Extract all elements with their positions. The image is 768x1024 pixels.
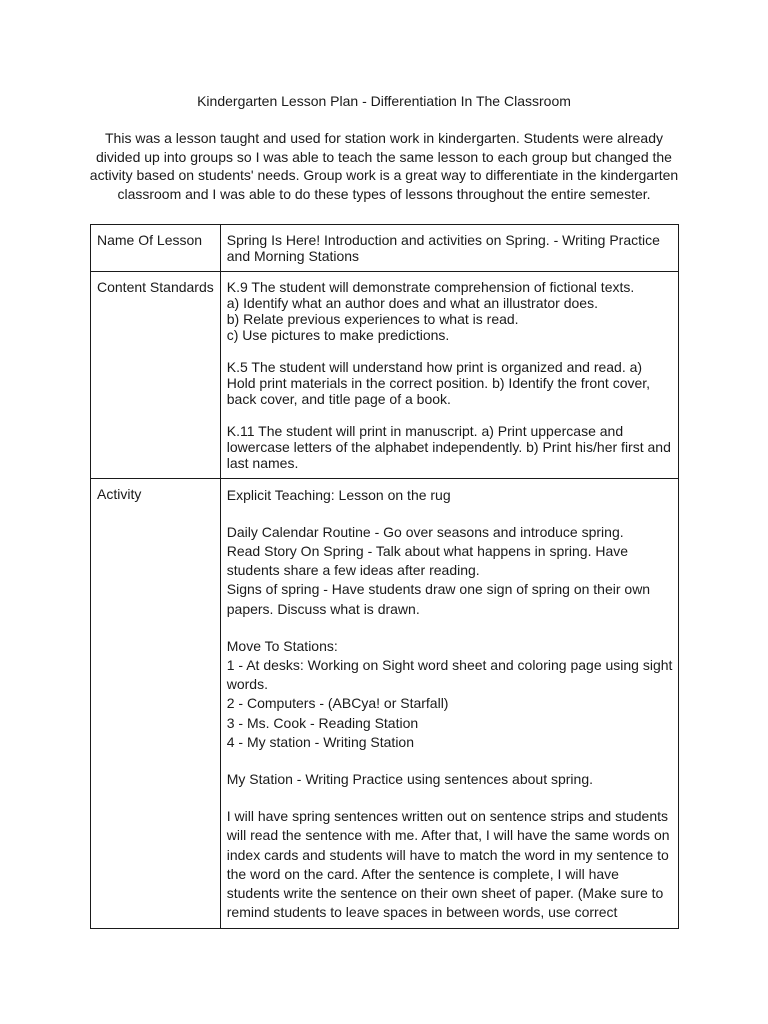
text-line: index cards and students will have to match the word in my sentence to xyxy=(226,846,669,863)
spacer xyxy=(227,408,673,423)
text-line: the word on the card. After the sentence is complete, I will have xyxy=(226,865,619,882)
text-line: last names. xyxy=(226,455,299,472)
text-line: Hold print materials in the correct position. b) Identify the front cover, xyxy=(226,375,651,392)
text-line: words. xyxy=(226,676,268,693)
lesson-plan-table xyxy=(90,224,679,929)
row-content xyxy=(220,271,679,478)
intro-line: classroom and I was able to do these types of lessons throughout the entire semester. xyxy=(117,185,651,202)
text-line: c) Use pictures to make predictions. xyxy=(226,327,450,344)
text-line: 1 - At desks: Working on Sight word sheet and coloring page using sight xyxy=(226,656,673,673)
row-label: Activity xyxy=(91,478,221,929)
text-line: 4 - My station - Writing Station xyxy=(226,733,414,750)
table-row-content-standards xyxy=(91,271,679,478)
spacer xyxy=(227,752,673,770)
text-line: back cover, and title page of a book. xyxy=(226,391,451,408)
row-content xyxy=(220,225,679,272)
text-line: K.9 The student will demonstrate comprehension of fictional texts. xyxy=(226,278,635,295)
text-line: will read the sentence with me. After that, I will have the same words on xyxy=(226,827,670,844)
text-line: students share a few ideas after reading. xyxy=(226,562,480,579)
text-line: K.5 The student will understand how print is organized and read. a) xyxy=(226,358,643,375)
spacer xyxy=(227,619,673,637)
intro-line: This was a lesson taught and used for station work in kindergarten. Students were already xyxy=(105,130,663,146)
text-line: lowercase letters of the alphabet independently. b) Print his/her first and xyxy=(226,438,671,455)
text-line: Signs of spring - Have students draw one sign of spring on their own xyxy=(226,581,651,598)
text-line: K.11 The student will print in manuscript. a) Print uppercase and xyxy=(226,422,624,439)
text-line: Move To Stations: xyxy=(226,637,338,654)
spacer xyxy=(227,789,673,807)
text-line: Read Story On Spring - Talk about what happens in spring. Have xyxy=(226,542,629,559)
spacer xyxy=(227,344,673,359)
text-line: and Morning Stations xyxy=(226,248,360,265)
table-row-activity xyxy=(91,478,679,929)
row-label: Name Of Lesson xyxy=(91,225,221,272)
intro-line: activity based on students' needs. Group work is a great way to differentiate in the kindergarten xyxy=(89,167,679,183)
text-line: Daily Calendar Routine - Go over seasons and introduce spring. xyxy=(226,523,624,540)
text-line: My Station - Writing Practice using sentences about spring. xyxy=(226,771,593,787)
text-line: I will have spring sentences written out on sentence strips and students xyxy=(226,808,668,825)
text-line: students write the sentence on their own sheet of paper. (Make sure to xyxy=(226,885,664,902)
intro-line: divided up into groups so I was able to teach the same lesson to each group but changed the xyxy=(96,148,672,165)
text-line: Explicit Teaching: Lesson on the rug xyxy=(226,486,451,503)
text-line: Spring Is Here! Introduction and activities on Spring. - Writing Practice xyxy=(226,232,660,248)
text-line: b) Relate previous experiences to what is read. xyxy=(226,311,519,328)
text-line: a) Identify what an author does and what an illustrator does. xyxy=(226,294,598,311)
table-row-name-of-lesson xyxy=(91,225,679,272)
row-label: Content Standards xyxy=(91,271,221,478)
spacer xyxy=(227,505,673,523)
row-content xyxy=(220,478,679,929)
text-line: remind students to leave spaces in between words, use correct xyxy=(226,904,618,921)
document-title: Kindergarten Lesson Plan - Differentiation In The Classroom xyxy=(197,93,571,109)
text-line: 2 - Computers - (ABCya! or Starfall) xyxy=(226,695,449,712)
text-line: papers. Discuss what is drawn. xyxy=(226,600,420,617)
intro-paragraph xyxy=(60,129,708,203)
text-line: 3 - Ms. Cook - Reading Station xyxy=(226,714,419,731)
